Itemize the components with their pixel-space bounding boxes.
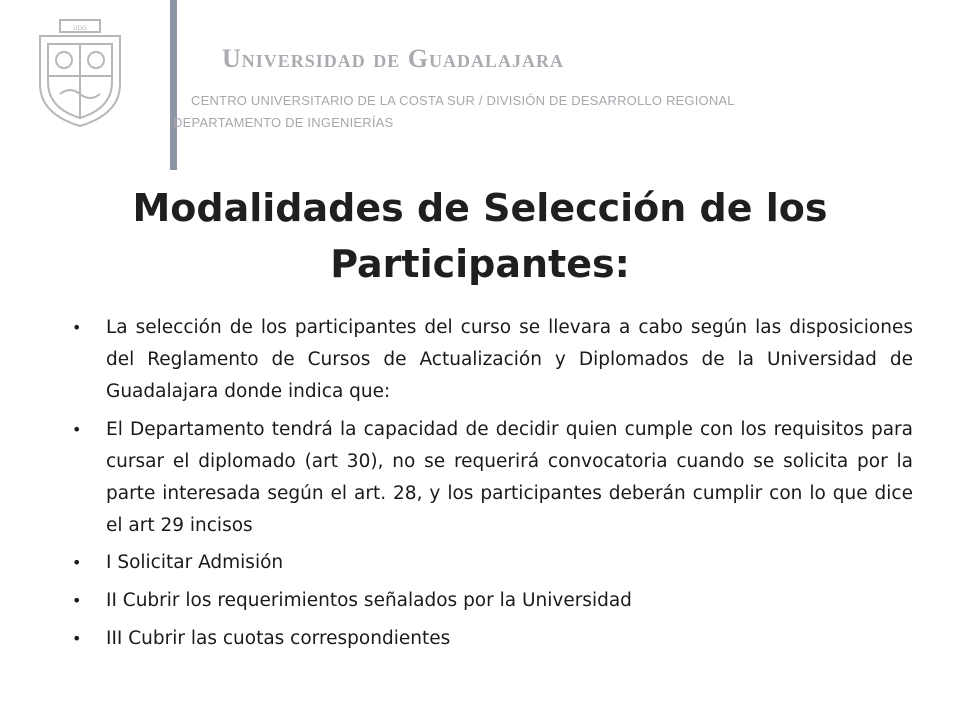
bullet-text: III Cubrir las cuotas correspondientes	[106, 628, 451, 649]
university-crest	[30, 14, 130, 134]
list-item	[68, 548, 913, 578]
list-item	[68, 624, 913, 654]
bullet-icon: •	[72, 553, 82, 572]
bullet-text: La selección de los participantes del curso se llevara a cabo según las disposiciones del Reglamento de Cursos de Actualización y Diplomados de la Universidad de Guadalajara donde indica que:	[106, 317, 913, 402]
bullet-text: II Cubrir los requerimientos señalados por la Universidad	[106, 590, 632, 611]
university-name: Universidad de Guadalajara	[222, 44, 565, 73]
bullet-text: I Solicitar Admisión	[106, 552, 284, 573]
center-division-line: CENTRO UNIVERSITARIO DE LA COSTA SUR / DIVISIÓN DE DESARROLLO REGIONAL	[191, 93, 735, 108]
list-item	[68, 312, 913, 408]
department-line: DEPARTAMENTO DE INGENIERÍAS	[173, 115, 394, 130]
bullet-icon: •	[72, 318, 82, 337]
crest-text-mark: UDG	[73, 25, 87, 32]
slide-title	[80, 180, 880, 292]
slide-title-line-1: Modalidades de Selección de los	[132, 186, 828, 230]
header-divider	[170, 0, 177, 170]
bullet-icon: •	[72, 420, 82, 439]
list-item	[68, 586, 913, 616]
list-item	[68, 414, 913, 542]
bullet-list	[68, 312, 913, 662]
bullet-text: El Departamento tendrá la capacidad de decidir quien cumple con los requisitos para cursar el diplomado (art 30), no se requerirá convocatoria cuando se solicita por la parte interesada según el art. 28, y los participantes deberán cumplir con lo que dice el art 29 incisos	[106, 419, 913, 536]
slide-title-line-2: Participantes:	[330, 242, 630, 286]
bullet-icon: •	[72, 629, 82, 648]
bullet-icon: •	[72, 591, 82, 610]
